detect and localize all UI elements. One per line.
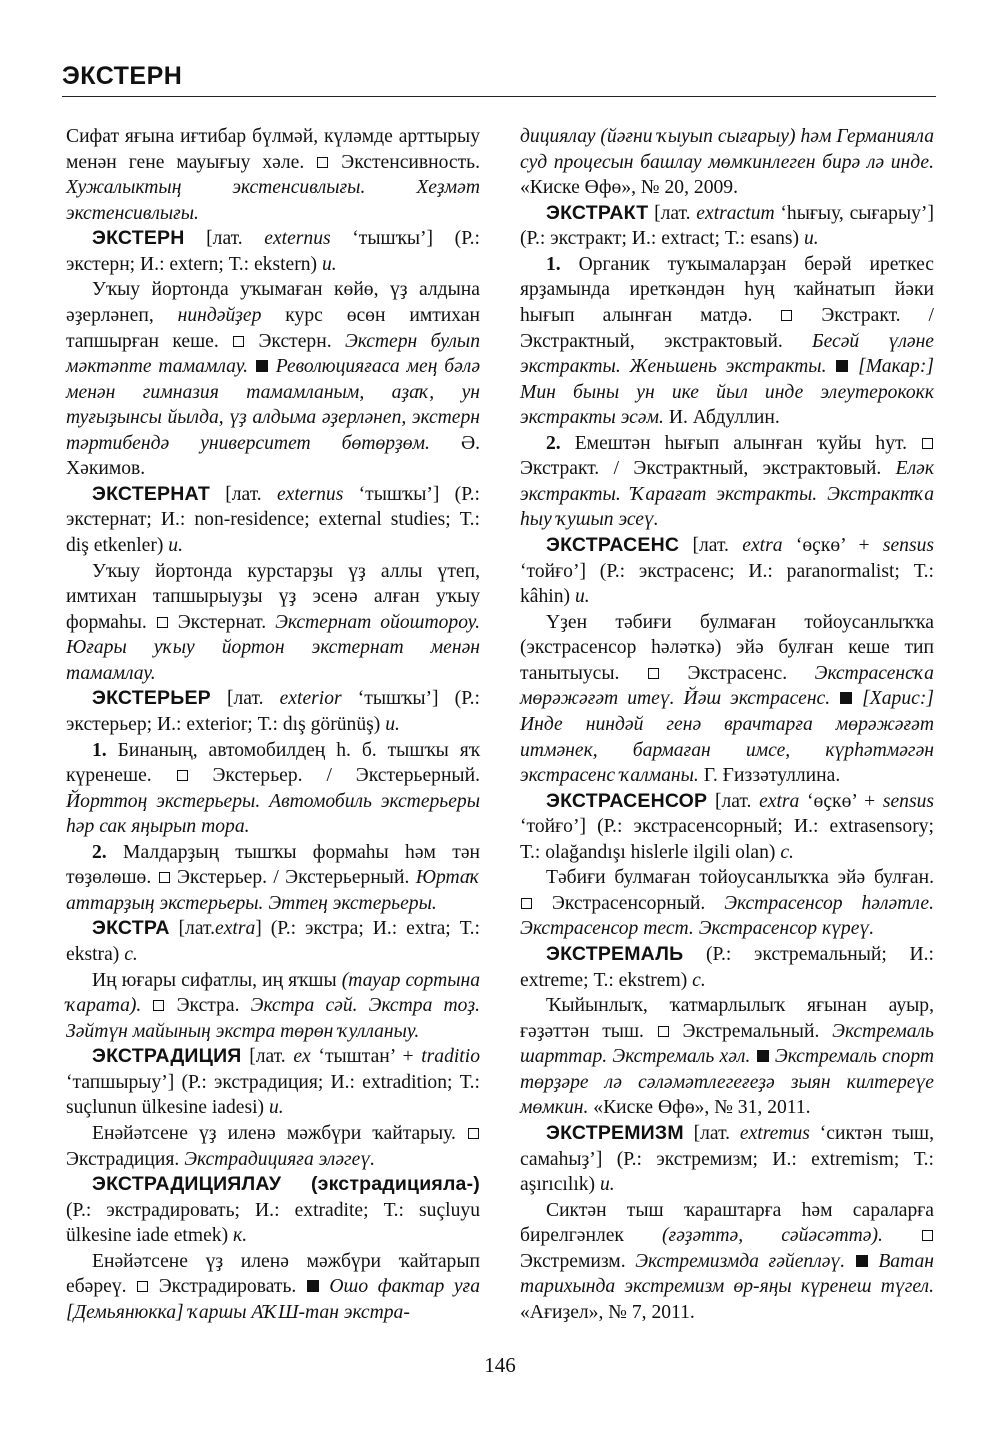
quotation-source: Ә. Хәкимов. <box>66 432 480 480</box>
part-of-speech: с. <box>780 841 794 863</box>
entry-ekstern: ЭКСТЕРН [лат. externus ‘тышҡы’] (Р.: экстерн; И.: extern; Т.: ekstern) и. <box>66 227 480 275</box>
header-rule <box>62 96 936 97</box>
entry-ekstrasensor: ЭКСТРАСЕНСОР [лат. extra ‘өҫкө’ + sensus ‘тойғо’] (Р.: экстрасенсорный; И.: extrasensory; Т.: olağandışı hislerle ilgili olan) с. <box>520 789 934 863</box>
headword: ЭКСТРЕМАЛЬ <box>546 943 684 965</box>
entry-ekstradicia: ЭКСТРАДИЦИЯ [лат. ex ‘тыштан’ + traditio ‘тапшырыу’] (Р.: экстрадиция; И.: extradition; Т.: suçlunun ülkesine iadesi) и. <box>66 1045 480 1119</box>
headword: ЭКСТЕРН <box>92 227 185 250</box>
quotation: Экстремаль спорт төрҙәре лә сәләмәтлегеғеҙә зыян килтереүе мөмкин. <box>520 1046 935 1119</box>
usage-example: Еләк экстракты. Ҡарағат экстракты. Экстрактҡа һыу ҡушып эсеү. <box>520 458 934 531</box>
part-of-speech: и. <box>803 228 819 250</box>
headword: ЭКСТЕРЬЕР <box>92 687 211 710</box>
cross-reference-square-icon <box>922 1230 933 1241</box>
part-of-speech: и. <box>600 1174 615 1196</box>
usage-example: Бесәй үләне экстракты. Женьшень экстракты. <box>520 330 934 378</box>
entry-ekstrakt: ЭКСТРАКТ [лат. extractum ‘һығыу, сығарыу’] (Р.: экстракт; И.: extract; Т.: esans) и. <box>520 201 934 250</box>
entry-eksterer: ЭКСТЕРЬЕР [лат. exterior ‘тышҡы’] (Р.: экстерьер; И.: exterior; Т.: dış görünüş) и. <box>66 687 480 735</box>
definition: Тәбиғи булмаған тойоусанлыҡҡа эйә булған. Экстрасенсорный. Экстрасенсор һәләтле. Экстрасенсор тест. Экстрасенсор күреү. <box>520 867 934 940</box>
headword: ЭКСТРЕМИЗМ <box>546 1121 684 1144</box>
cross-reference-square-icon <box>159 872 170 883</box>
quotation-bullet-icon <box>256 360 268 372</box>
definition: Уҡыу йортонда курстарҙы үҙ аллы үтеп, имтихан тапшырыуҙы үҙ эсенә алған уҡыу формаһы. Экстернат. Экстернат ойоштороу. Юғары уҡыу йортон экстернат менән тамамлау. <box>66 560 480 684</box>
usage-example: Экстра сәй. Экстра тоҙ. Зәйтүн майының экстра төрөн ҡулланыу. <box>66 995 480 1042</box>
usage-example: Экстрадицияға эләгеү. <box>184 1148 376 1170</box>
entry-ekstra: ЭКСТРА [лат.extra] (Р.: экстра; И.: extra; Т.: ekstra) с. <box>66 917 480 965</box>
usage-example: Экстрасенсҡа мөрәжәғәт итеү. Йәш экстрасенс. <box>520 662 934 710</box>
headword: ЭКСТРАКТ <box>546 201 649 224</box>
cross-reference-square-icon <box>233 336 244 347</box>
part-of-speech: и. <box>268 1097 284 1119</box>
cross-reference-square-icon <box>137 1281 148 1292</box>
definition: Ҡыйынлыҡ, ҡатмарлылыҡ яғынан ауыр, ғәҙәттән тыш. Экстремальный. Экстремаль шарттар. Экстремаль хәл. Экстремаль спорт төрҙәре лә сәләмәтлегеғеҙә зыян килтереүе мөмкин. «Киске Өфө», № 31, 2011. <box>520 995 935 1119</box>
definition-sense-2: 2. Емештән һығып алынған ҡуйы һут. Экстракт. / Экстрактный, экстрактовый. Еләк экстракты. Ҡарағат экстракты. Экстрактҡа һыу ҡушып эсеү. <box>520 432 934 531</box>
cross-reference-square-icon <box>521 898 532 909</box>
usage-example: Экстерн булып мәктәпте тамамлау. <box>66 330 480 378</box>
quotation: [Харис:] Инде ниндәй генә врачтарға мөрәжәғәт итмәнек, бармаған имсе, күрһәтмәгән экстрасенс ҡалманы. <box>520 688 934 787</box>
entry-ekstremizm: ЭКСТРЕМИЗМ [лат. extremus ‘сиктән тыш, самаһыҙ’] (Р.: экстремизм; И.: extremism; Т.: aşırıcılık) и. <box>520 1121 934 1196</box>
cross-reference-square-icon <box>658 1026 669 1037</box>
definition-sense-1: 1. Бинаның, автомобилдең һ. б. тышҡы яҡ күренеше. Экстерьер. / Экстерьерный. Йорттоң экстерьеры. Автомобиль экстерьеры һәр сак яңырып тора. <box>66 739 481 838</box>
part-of-speech: и. <box>385 713 400 735</box>
headword: ЭКСТРА <box>92 917 170 940</box>
quotation: Ошо фактар уға [Демьянюкка] ҡаршы АҠШ-тан экстра- <box>66 1276 480 1323</box>
definition-sense-2: 2. Малдарҙың тышҡы формаһы һәм тән төҙөлөшө. Экстерьер. / Экстерьерный. Юртаҡ аттарҙың экстерьеры. Эттең экстерьеры. <box>66 841 481 914</box>
quotation: [Макар:] Мин быны ун ике йыл инде элеутерококк экстракты эсәм. <box>520 356 934 429</box>
headword: ЭКСТРАСЕНСОР <box>546 789 708 812</box>
quotation-source: «Киске Өфө», № 31, 2011. <box>593 1097 811 1119</box>
entry-ekstremal: ЭКСТРЕМАЛЬ (Р.: экстремальный; И.: extreme; Т.: ekstrem) с. <box>520 943 934 991</box>
cross-reference-square-icon <box>177 770 188 781</box>
definition: Енәйәтсене үҙ иленә мәжбүри ҡайтарыу. Экстрадиция. Экстрадицияға эләгеү. <box>66 1121 480 1172</box>
quotation-bullet-icon <box>840 692 852 704</box>
definition: Енәйәтсене үҙ иленә мәжбүри ҡайтарып ебәреү. Экстрадировать. Ошо фактар уға [Демьянюкка] ҡаршы АҠШ-тан экстра- <box>66 1250 480 1323</box>
usage-example: Экстернат ойоштороу. Юғары уҡыу йортон экстернат менән тамамлау. <box>66 611 480 684</box>
quotation-bullet-icon <box>836 360 848 372</box>
quotation-source: Г. Ғиззәтуллина. <box>703 765 841 787</box>
definition: Уҡыу йортонда уҡымаған көйө, үҙ алдына әҙерләнеп, ниндәйҙер курс өсөн имтихан тапшырған кеше. Экстерн. Экстерн булып мәктәпте тамамлау. Революцияғаса мең бәлә менән гимназия тамамланым, аҙаҡ, ун туғыҙынсы йылда, үҙ алдыма әҙерләнеп, экстерн тәртибендә университет бөтөрҙөм. Ә. Хәкимов. <box>66 279 481 480</box>
part-of-speech: и. <box>574 586 590 608</box>
usage-example: Экстрасенсор һәләтле. Экстрасенсор тест. Экстрасенсор күреү. <box>520 892 934 940</box>
usage-example: Юртаҡ аттарҙың экстерьеры. Эттең экстерьеры. <box>66 867 481 914</box>
cross-reference-square-icon <box>922 438 933 449</box>
part-of-speech: с. <box>124 944 138 965</box>
left-column <box>66 124 480 1325</box>
running-head: ЭКСТЕРН <box>62 62 183 90</box>
usage-example: Хужалыктың экстенсивлығы. Хеҙмәт экстенсивлығы. <box>66 177 480 224</box>
part-of-speech: к. <box>233 1225 248 1247</box>
quotation: Революцияғаса мең бәлә менән гимназия тамамланым, аҙаҡ, ун туғыҙынсы йылда, үҙ алдыма әҙерләнеп, экстерн тәртибендә университет бөтөрҙөм. <box>66 356 481 454</box>
entry-continuation: Сифат яғына иғтибар бүлмәй, күләмде арттырыу менән гене мауығыу хәле. Экстенсивность. Хужалыктың экстенсивлығы. Хеҙмәт экстенсивлығы. <box>66 126 480 224</box>
quotation-bullet-icon <box>307 1280 319 1292</box>
headword: ЭКСТРАДИЦИЯ <box>92 1045 242 1068</box>
cross-reference-square-icon <box>153 1000 164 1011</box>
headword: ЭКСТЕРНАТ <box>92 482 210 505</box>
usage-example: Экстремаль шарттар. Экстремаль хәл. <box>520 1020 934 1068</box>
headword: ЭКСТРАДИЦИЯЛАУ <box>92 1173 282 1196</box>
quotation-source: И. Абдуллин. <box>668 407 780 429</box>
definition: Иң юғары сифатлы, иң яҡшы (тауар сортына ҡарата). Экстра. Экстра сәй. Экстра тоҙ. Зәйтүн майының экстра төрөн ҡулланыу. <box>66 969 480 1042</box>
entry-ekstrasens: ЭКСТРАСЕНС [лат. extra ‘өҫкө’ + sensus ‘тойғо’] (Р.: экстрасенс; И.: paranormalist; Т.: kâhin) и. <box>520 534 935 608</box>
entry-eksternat: ЭКСТЕРНАТ [лат. externus ‘тышҡы’] (Р.: экстернат; И.: non-residence; external studies; Т.: diş etkenler) и. <box>66 482 480 556</box>
part-of-speech: и. <box>168 535 183 556</box>
quotation-continuation: дициялау (йәғни ҡыуып сығарыу) һәм Германияла суд процесын башлау мөмкинлеген бирә лә инде. «Киске Өфө», № 20, 2009. <box>520 126 934 199</box>
right-column <box>520 124 934 1325</box>
quotation-bullet-icon <box>757 1050 769 1062</box>
quotation-source: «Ағиҙел», № 7, 2011. <box>520 1301 695 1323</box>
entry-ekstradicialau: ЭКСТРАДИЦИЯЛАУ (экстрадицияла-) (Р.: экстрадировать; И.: extradite; Т.: suçluyu ülkesine iade etmek) к. <box>66 1173 480 1247</box>
cross-reference-square-icon <box>468 1128 479 1139</box>
page-number: 146 <box>484 1353 516 1377</box>
cross-reference-square-icon <box>781 310 792 321</box>
usage-example: Йорттоң экстерьеры. Автомобиль экстерьеры һәр сак яңырып тора. <box>66 790 480 838</box>
quotation-source: «Киске Өфө», № 20, 2009. <box>520 177 738 199</box>
usage-example: Экстремизмда ғәйепләү. <box>635 1250 846 1272</box>
part-of-speech: с. <box>692 969 706 991</box>
definition: Сиктән тыш ҡараштарға һәм сараларға бирелгәнлек (ғәҙәттә, сәйәсәттә). Экстремизм. Экстремизмда ғәйепләү. Ватан тарихында экстремизм өр-яңы күренеш түгел. «Ағиҙел», № 7, 2011. <box>520 1199 934 1323</box>
quotation-bullet-icon <box>856 1255 868 1267</box>
cross-reference-square-icon <box>317 157 328 168</box>
quotation: Ватан тарихында экстремизм өр-яңы күренеш түгел. <box>520 1250 934 1298</box>
headword: ЭКСТРАСЕНС <box>546 534 680 556</box>
definition: Үҙен тәбиғи булмаған тойоусанлыҡҡа (экстрасенсор һәләткә) эйә булған кеше тип танытыусы. Экстрасенс. Экстрасенсҡа мөрәжәғәт итеү. Йәш экстрасенс. [Харис:] Инде ниндәй генә врачтарға мөрәжәғәт итмәнек, бармаған имсе, күрһәтмәгән экстрасенс ҡалманы. Г. Ғиззәтуллина. <box>520 611 934 787</box>
cross-reference-square-icon <box>157 617 168 628</box>
definition-sense-1: 1. Органик туҡымаларҙан берәй иреткес ярҙамында иреткәндән һуң ҡайнатып йәки һығып алынған матдә. Экстракт. / Экстрактный, экстрактовый. Бесәй үләне экстракты. Женьшень экстракты. [Макар:] Мин быны ун ике йыл инде элеутерококк экстракты эсәм. И. Абдуллин. <box>520 253 934 429</box>
cross-reference-square-icon <box>648 668 659 679</box>
part-of-speech: и. <box>321 253 337 275</box>
